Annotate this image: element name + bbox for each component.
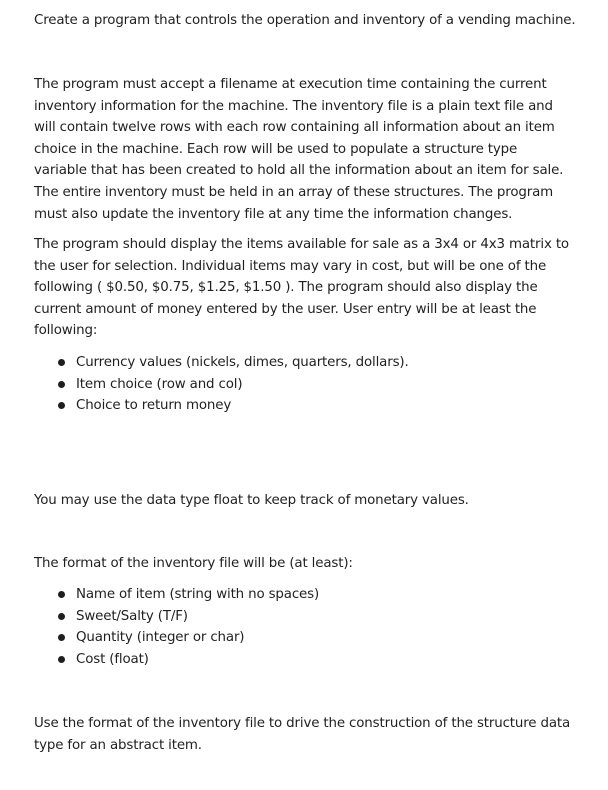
list-item-text: Sweet/Salty (T/F): [76, 608, 188, 624]
list-item: [34, 352, 574, 374]
paragraph-line: The program must accept a filename at execution time containing the current: [34, 77, 547, 92]
list-item-text: Choice to return money: [76, 398, 232, 414]
paragraph-line: must also update the inventory file at any time the information changes.: [34, 206, 513, 222]
paragraph-line: following:: [34, 323, 98, 339]
paragraph-line: You may use the data type float to keep track of monetary values.: [34, 493, 469, 508]
intro-line: Create a program that controls the operation and inventory of a vending machine.: [34, 13, 576, 28]
list-item-text: Item choice (row and col): [76, 376, 243, 392]
bullet-icon: [58, 359, 65, 366]
display-paragraph: [34, 234, 594, 342]
list-item: [34, 395, 574, 417]
bullet-icon: [58, 613, 65, 620]
list-item-text: Cost (float): [76, 651, 149, 667]
paragraph-line: variable that has been created to hold all the information about an item for sale.: [34, 163, 564, 179]
paragraph-line: inventory information for the machine. The inventory file is a plain text file and: [34, 98, 553, 114]
intro-paragraph: [34, 10, 594, 32]
paragraph-line: choice in the machine. Each row will be used to populate a structure type: [34, 141, 518, 157]
inventory-file-paragraph: [34, 74, 594, 225]
list-item-text: Name of item (string with no spaces): [76, 587, 320, 602]
list-item: [34, 649, 574, 671]
list-item-text: Currency values (nickels, dimes, quarters, dollars).: [76, 355, 409, 370]
bullet-icon: [58, 656, 65, 663]
paragraph-line: following ( $0.50, $0.75, $1.25, $1.50 ). The program should also display the: [34, 280, 538, 296]
format-heading-paragraph: [34, 553, 594, 575]
paragraph-line: Use the format of the inventory file to drive the construction of the structure data: [34, 716, 571, 731]
paragraph-line: type for an abstract item.: [34, 737, 202, 753]
closing-paragraph: [34, 713, 594, 756]
bullet-icon: [58, 381, 65, 388]
paragraph-line: The format of the inventory file will be (at least):: [34, 556, 353, 571]
bullet-icon: [58, 402, 65, 409]
inventory-format-list: [34, 584, 574, 670]
paragraph-line: current amount of money entered by the user. User entry will be at least the: [34, 301, 537, 317]
list-item-text: Quantity (integer or char): [76, 630, 245, 646]
list-item: [34, 584, 574, 606]
list-item: [34, 627, 574, 649]
float-note-paragraph: [34, 490, 594, 512]
paragraph-line: The entire inventory must be held in an array of these structures. The program: [34, 184, 554, 200]
paragraph-line: will contain twelve rows with each row containing all information about an item: [34, 120, 555, 136]
list-item: [34, 606, 574, 628]
user-entry-list: [34, 352, 574, 417]
paragraph-line: The program should display the items available for sale as a 3x4 or 4x3 matrix to: [34, 237, 569, 252]
paragraph-line: the user for selection. Individual items may vary in cost, but will be one of the: [34, 258, 547, 274]
bullet-icon: [58, 591, 65, 598]
bullet-icon: [58, 634, 65, 641]
list-item: [34, 374, 574, 396]
